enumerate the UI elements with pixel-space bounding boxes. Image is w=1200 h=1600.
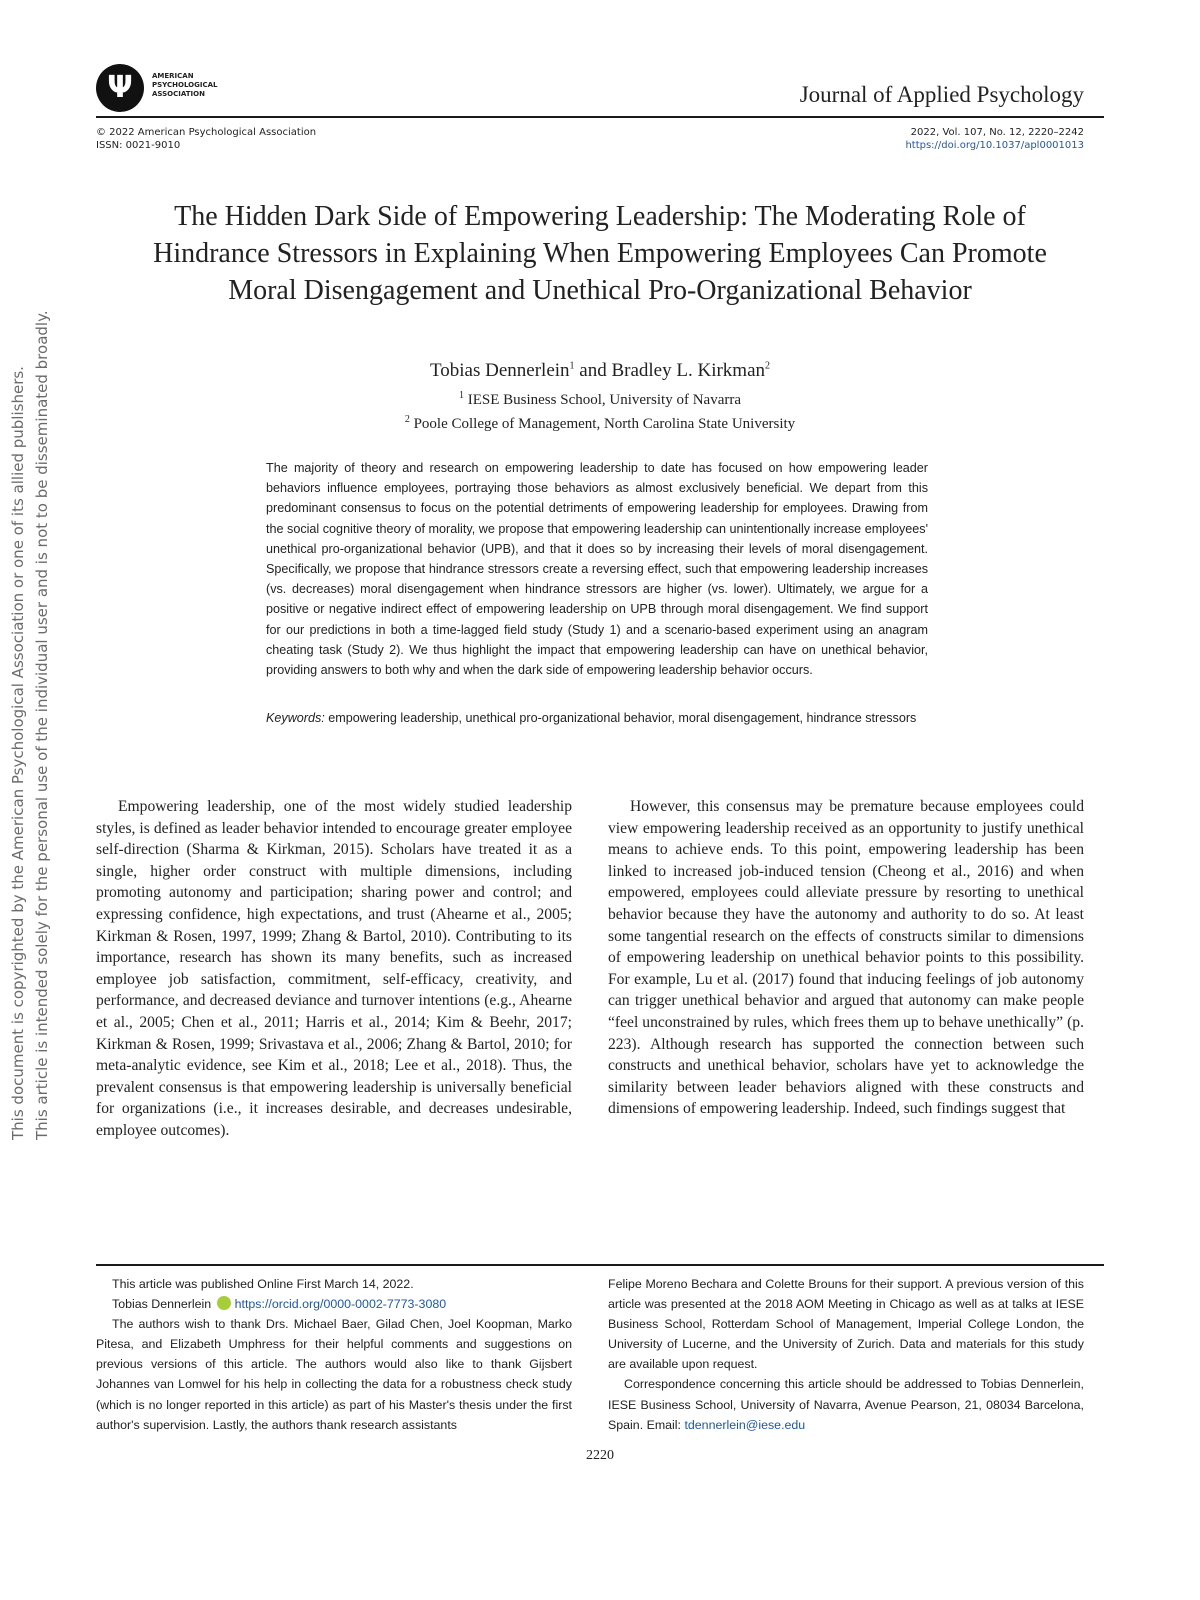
orcid-note <box>96 1294 572 1314</box>
issn-line: ISSN: 0021-9010 <box>96 140 181 151</box>
citation-meta <box>905 126 1084 152</box>
author-2-sup: 2 <box>765 360 771 372</box>
author-2: Bradley L. Kirkman <box>611 360 766 381</box>
acknowledgements: The authors wish to thank Drs. Michael Baer, Gilad Chen, Joel Koopman, Marko Pitesa, and Elizabeth Umphress for their helpful comments and suggestions on previous versions of this article. The authors would also like to thank Gijsbert Johannes van Lomwel for his help in collecting the data for a robustness check study (which is no longer reported in this article) as part of his Master's thesis under the first author's supervision. Lastly, the authors thank research assistants <box>96 1317 572 1432</box>
affiliation-1 <box>130 390 1070 409</box>
footnote-divider <box>96 1264 1104 1266</box>
doi-link[interactable]: https://doi.org/10.1037/apl0001013 <box>905 140 1084 151</box>
logo-text: AMERICAN PSYCHOLOGICAL ASSOCIATION <box>152 72 218 98</box>
page-number: 2220 <box>586 1448 614 1463</box>
abstract: The majority of theory and research on empowering leadership to date has focused on how empowering leader behaviors influence employees, portraying those behaviors as almost exclusively beneficial. We depart from this predominant consensus to focus on the potential detriments of empowering leadership for employees. Drawing from the social cognitive theory of morality, we propose that empowering leadership can unintentionally increase employees' unethical pro-organizational behavior (UPB), and that it does so by increasing their levels of moral disengagement. Specifically, we propose that hindrance stressors create a reversing effect, such that empowering leadership increases (vs. decreases) moral disengagement when hindrance stressors are higher (vs. lower). Ultimately, we argue for a positive or negative indirect effect of empowering leadership on UPB through moral disengagement. We find support for our predictions in both a time-lagged field study (Study 1) and a scenario-based experiment using an anagram cheating task (Study 2). We thus highlight the impact that empowering leadership can have on unethical behavior, providing answers to both why and when the dark side of empowering leadership behavior occurs. <box>266 461 928 678</box>
apa-logo <box>96 64 216 116</box>
body-paragraph-left: Empowering leadership, one of the most widely studied leadership styles, is defined as leader behavior intended to encourage greater employee self-direction (Sharma & Kirkman, 2015). Scholars have treated it as a single, higher order construct with multiple dimensions, including promoting autonomy and participation; sharing power and control; and expressing confidence, high expectations, and trust (Ahearne et al., 2005; Kirkman & Rosen, 1997, 1999; Zhang & Bartol, 2010). Contributing to its importance, research has shown its many benefits, such as increased employee job satisfaction, commitment, self-efficacy, creativity, and performance, and decreased deviance and turnover intentions (e.g., Ahearne et al., 2005; Chen et al., 2011; Harris et al., 2014; Kim & Beehr, 2017; Kirkman & Rosen, 1999; Srivastava et al., 2006; Zhang & Bartol, 2010; for meta-analytic evidence, see Kim et al., 2018; Lee et al., 2018). Thus, the prevalent consensus is that empowering leadership is universally beneficial for organizations (i.e., it increases desirable, and decreases undesirable, employee outcomes). <box>96 798 572 1139</box>
keywords <box>266 708 928 728</box>
affiliation-2 <box>130 414 1070 433</box>
correspondence-text: Correspondence concerning this article should be addressed to Tobias Dennerlein, IESE Business School, University of Navarra, Avenue Pearson, 21, 08034 Barcelona, Spain. Email: <box>608 1377 1084 1432</box>
body-column-left <box>96 796 572 1142</box>
orcid-link[interactable]: https://orcid.org/0000-0002-7773-3080 <box>234 1297 447 1312</box>
correspondence-note <box>608 1374 1084 1434</box>
watermark-line-2: This article is intended solely for the personal use of the individual user and is not to be disseminated broadly. <box>33 310 51 1140</box>
publisher-meta <box>96 126 316 152</box>
orcid-author: Tobias Dennerlein <box>112 1297 212 1312</box>
article-title: The Hidden Dark Side of Empowering Leadership: The Moderating Role of Hindrance Stressors in Explaining When Empowering Employees Can Promote Moral Disengagement and Unethical Pro-Organizational Behavior <box>153 201 1047 306</box>
citation-line: 2022, Vol. 107, No. 12, 2220–2242 <box>910 127 1084 138</box>
watermark-line-1: This document is copyrighted by the American Psychological Association or one of its allied publishers. <box>9 366 27 1140</box>
author-line <box>130 360 1070 382</box>
email-link[interactable]: tdennerlein@iese.edu <box>684 1417 806 1432</box>
author-conjunction: and <box>574 360 612 381</box>
copyright-watermark <box>6 310 54 1140</box>
affiliation-2-sup: 2 <box>404 414 410 425</box>
published-note: This article was published Online First March 14, 2022. <box>112 1277 414 1291</box>
author-1: Tobias Dennerlein <box>429 360 570 381</box>
keywords-text: empowering leadership, unethical pro-organizational behavior, moral disengagement, hindrance stressors <box>324 711 917 725</box>
affiliation-1-text: IESE Business School, University of Navarra <box>467 392 742 408</box>
orcid-icon <box>217 1296 231 1310</box>
body-paragraph-right: However, this consensus may be premature because employees could view empowering leadership received as an opportunity to justify unethical means to achieve ends. To this point, empowering leadership has been linked to increased job-induced tension (Cheong et al., 2016) and when empowered, employees could alleviate pressure by resorting to unethical behavior because they have the autonomy and authority to do so. At least some tangential research on the effects of constructs similar to dimensions of empowering leadership on unethical behavior points to this possibility. For example, Lu et al. (2017) found that inducing feelings of job autonomy can trigger unethical behavior and argued that autonomy can make people “feel unconstrained by rules, which frees them up to behave unethically” (p. 223). Although research has supported the connection between such constructs and unethical behavior, scholars have yet to acknowledge the similarity between leader behaviors aligned with these constructs and dimensions of empowering leadership. Indeed, such findings suggest that <box>608 798 1084 1118</box>
keywords-label: Keywords: <box>266 711 325 725</box>
affiliation-2-text: Poole College of Management, North Carolina State University <box>413 416 796 432</box>
psi-icon: Ψ <box>96 64 144 112</box>
journal-name: Journal of Applied Psychology <box>799 82 1084 107</box>
acknowledgements-continued: Felipe Moreno Bechara and Colette Brouns for their support. A previous version of this article was presented at the 2018 AOM Meeting in Chicago as well as at talks at IESE Business School, Rotterdam School of Management, Imperial College London, the University of Lucerne, and the University of Zurich. Data and materials for this study are available upon request. <box>608 1277 1084 1372</box>
body-column-right <box>608 796 1084 1120</box>
header-divider <box>96 116 1104 118</box>
copyright-line: © 2022 American Psychological Association <box>96 127 317 138</box>
footnotes-right <box>608 1274 1084 1435</box>
author-1-sup: 1 <box>569 360 575 372</box>
footnotes-left <box>96 1274 572 1435</box>
affiliation-1-sup: 1 <box>458 390 464 401</box>
